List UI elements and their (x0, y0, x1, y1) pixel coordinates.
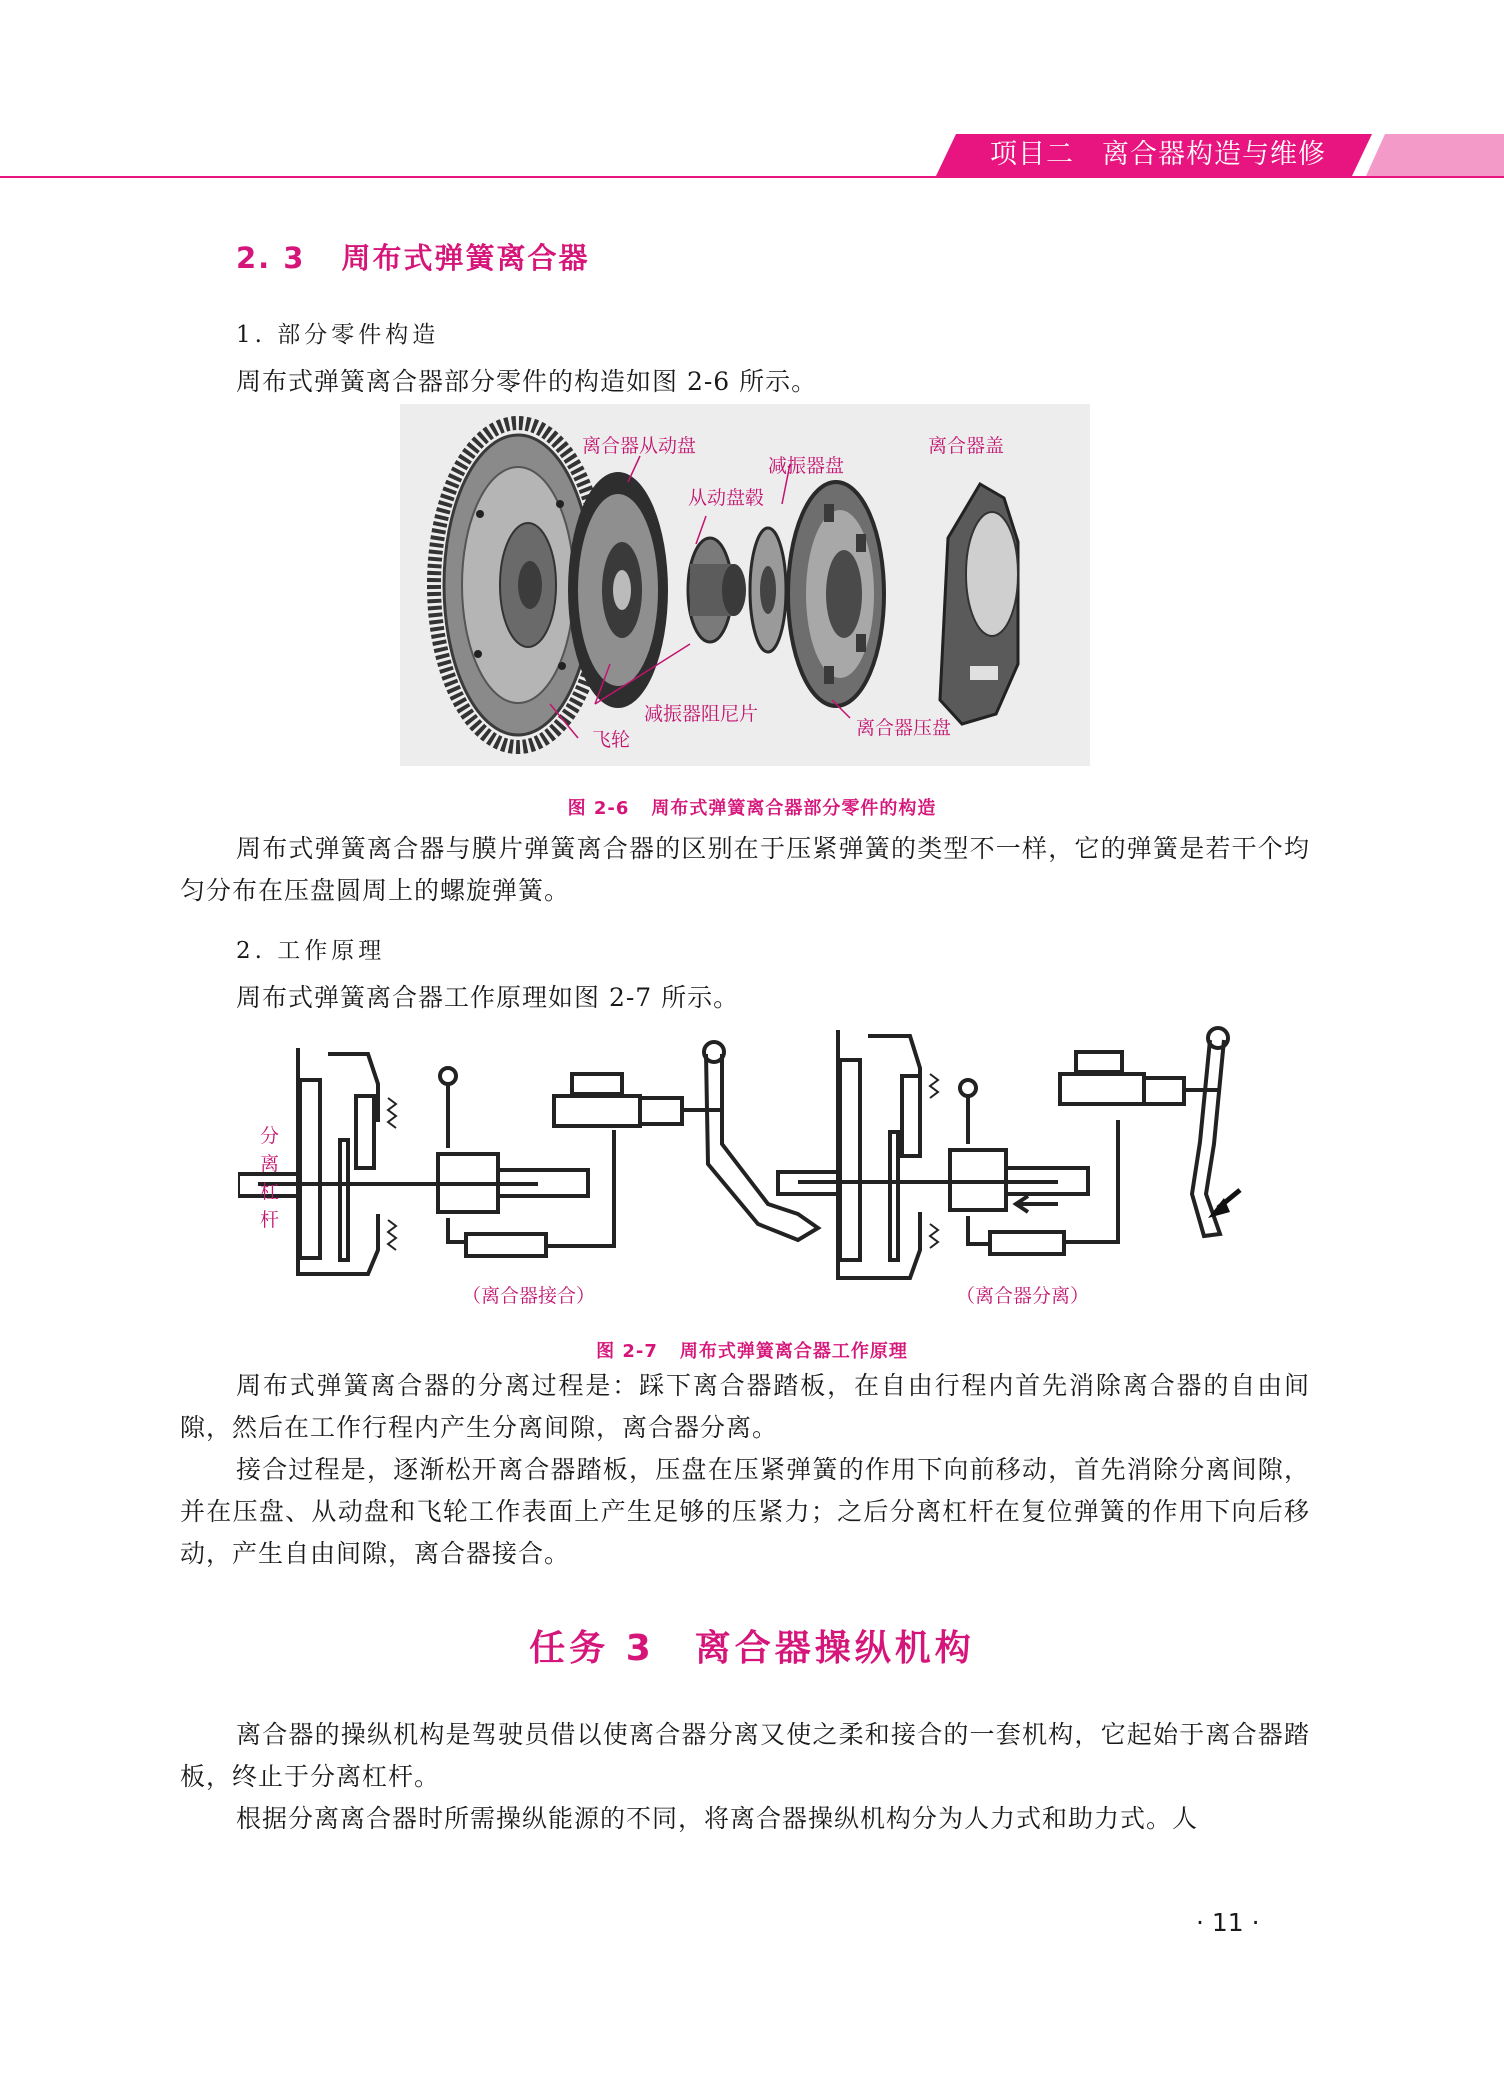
subheading-parts: 1. 部分零件构造 (236, 322, 440, 348)
side-label-char-4: 杆 (260, 1209, 280, 1231)
label-pressure-plate: 离合器压盘 (856, 717, 952, 739)
label-engaged: （离合器接合） (462, 1285, 596, 1307)
label-driven-hub: 从动盘毂 (688, 487, 765, 509)
label-damper-pad: 减振器阻尼片 (644, 703, 759, 725)
paragraph-task-classification (180, 1798, 1310, 1840)
section-title-text: 周布式弹簧离合器 (341, 241, 590, 275)
page-number: · 11 · (1196, 1908, 1260, 1937)
section-number: 2. 3 (236, 241, 306, 275)
label-driven-disc: 离合器从动盘 (582, 435, 697, 457)
paragraph-task-definition-text: 离合器的操纵机构是驾驶员借以使离合器分离又使之柔和接合的一套机构，它起始于离合器踏板，终止于分离杠杆。 (180, 1720, 1310, 1791)
paragraph-difference-text: 周布式弹簧离合器与膜片弹簧离合器的区别在于压紧弹簧的类型不一样，它的弹簧是若干个均匀分布在压盘圆周上的螺旋弹簧。 (180, 834, 1310, 905)
task-number: 任务 3 (529, 1628, 655, 1669)
side-label-char-2: 离 (260, 1153, 280, 1175)
header-title: 离合器构造与维修 (1102, 139, 1326, 170)
side-label-char-1: 分 (260, 1125, 280, 1147)
figure2-caption-number: 图 2-7 (596, 1341, 658, 1362)
pressure-plate-illustration (788, 482, 884, 706)
figure1-intro: 周布式弹簧离合器部分零件的构造如图 2-6 所示。 (236, 367, 818, 396)
driven-disc-illustration (568, 472, 668, 708)
damper-disc-illustration (750, 528, 786, 652)
paragraph-separation-text: 周布式弹簧离合器的分离过程是：踩下离合器踏板，在自由行程内首先消除离合器的自由间隙，然后在工作行程内产生分离间隙，离合器分离。 (180, 1371, 1310, 1442)
task-heading (0, 1620, 1504, 1671)
label-clutch-cover: 离合器盖 (928, 435, 1005, 457)
paragraph-separation (180, 1365, 1310, 1449)
task-title: 离合器操纵机构 (694, 1628, 975, 1669)
figure1-caption-text: 周布式弹簧离合器部分零件的构造 (651, 798, 937, 819)
figure2-caption-text: 周布式弹簧离合器工作原理 (679, 1341, 908, 1362)
label-damper-disc: 减振器盘 (768, 455, 845, 477)
paragraph-task-classification-text: 根据分离离合器时所需操纵能源的不同，将离合器操纵机构分为人力式和助力式。人 (236, 1804, 1199, 1833)
figure1-caption-number: 图 2-6 (567, 798, 630, 819)
paragraph-engagement-text: 接合过程是，逐渐松开离合器踏板，压盘在压紧弹簧的作用下向前移动，首先消除分离间隙，并在压盘、从动盘和飞轮工作表面上产生足够的压紧力；之后分离杠杆在复位弹簧的作用下向后移动，产生自由间隙，离合器接合。 (180, 1455, 1310, 1568)
label-flywheel: 飞轮 (592, 729, 631, 751)
figure2-intro: 周布式弹簧离合器工作原理如图 2-7 所示。 (236, 983, 740, 1012)
running-header (990, 134, 1362, 176)
figure-2-7 (238, 1024, 1254, 1328)
paragraph-difference (180, 828, 1310, 912)
section-title (236, 236, 590, 277)
paragraph-task-definition (180, 1714, 1310, 1798)
label-disengaged: （离合器分离） (956, 1285, 1090, 1307)
side-label-char-3: 杠 (260, 1181, 280, 1203)
figure-2-6 (400, 404, 1090, 766)
figure1-caption (0, 794, 1504, 820)
figure2-caption (0, 1337, 1504, 1363)
header-project: 项目二 (990, 139, 1074, 170)
subheading-principle: 2. 工作原理 (236, 938, 386, 964)
paragraph-engagement (180, 1449, 1310, 1575)
